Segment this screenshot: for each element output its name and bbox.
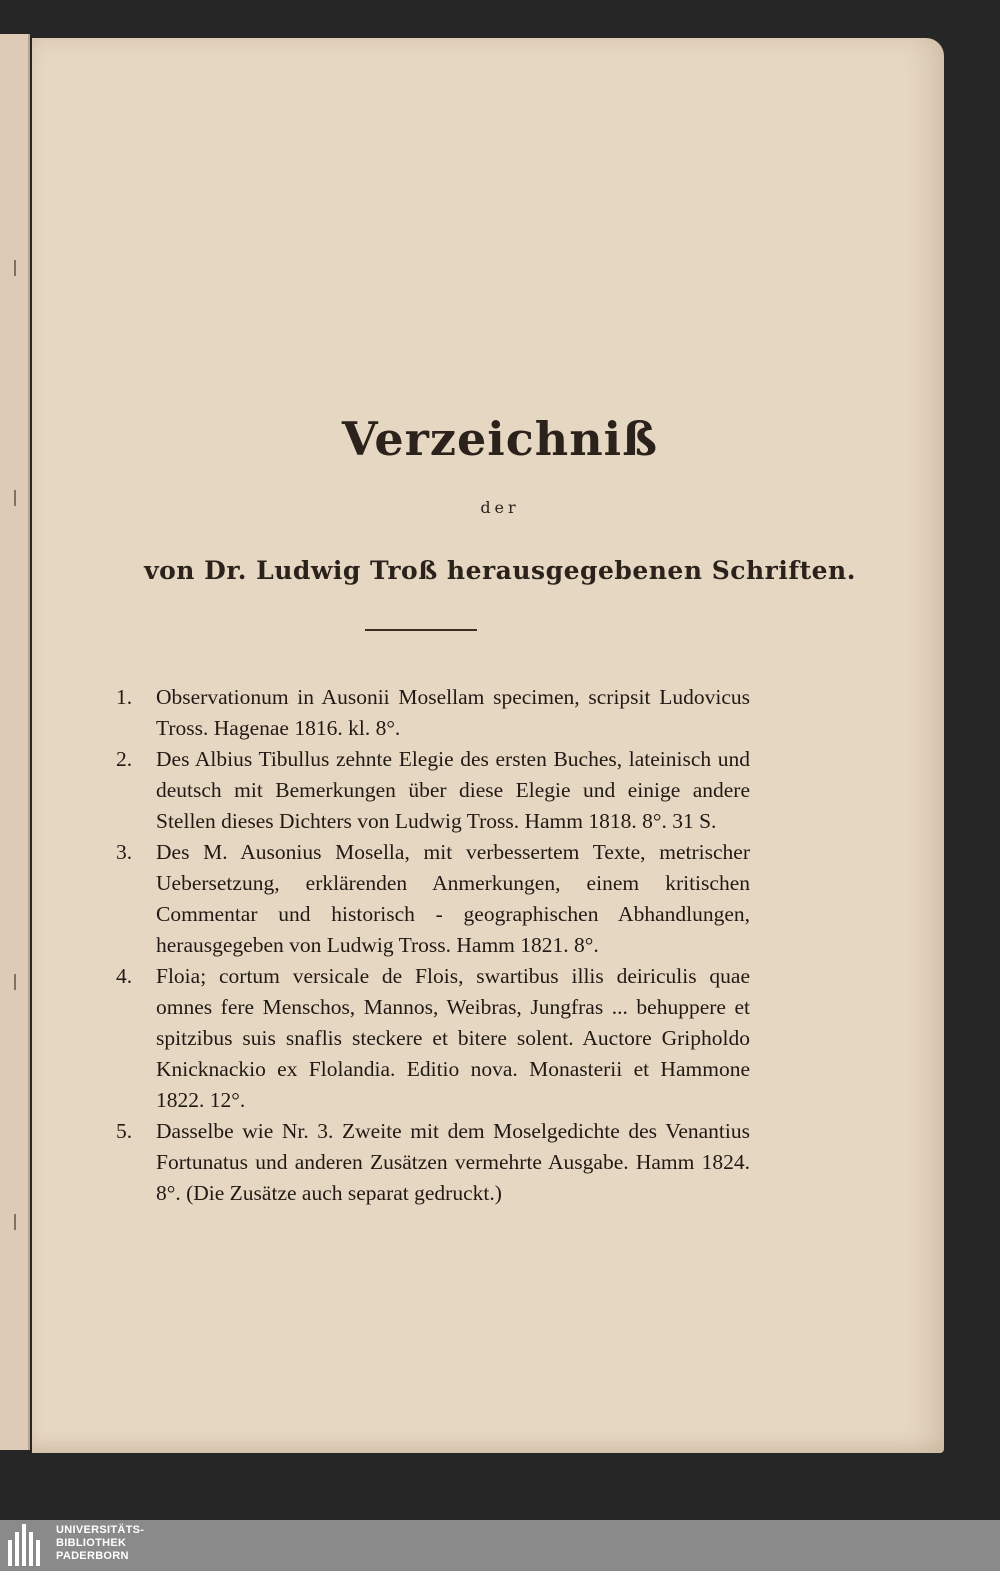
list-item bbox=[110, 744, 750, 837]
entry-text: Des Albius Tibullus zehnte Elegie des ersten Buches, lateinisch und deutsch mit Bemerkungen über diese Elegie und einige andere Stellen dieses Dichters von Ludwig Tross. Hamm 1818. 8°. 31 S. bbox=[156, 747, 750, 833]
publication-list bbox=[110, 682, 750, 1209]
binding-stitch bbox=[14, 974, 16, 990]
library-logo-icon bbox=[8, 1524, 48, 1566]
previous-page-edge bbox=[0, 34, 30, 1450]
list-item bbox=[110, 1116, 750, 1209]
entry-number: 5. bbox=[116, 1119, 133, 1143]
logo-line: PADERBORN bbox=[56, 1550, 129, 1562]
binding-stitch bbox=[14, 1214, 16, 1230]
entry-text: Des M. Ausonius Mosella, mit verbessertem Texte, metrischer Uebersetzung, erklärenden Anmerkungen, einem kritischen Commentar und historisch - geographischen Abhandlungen, herausgegeben von Ludwig Tross. Hamm 1821. 8°. bbox=[156, 840, 750, 957]
library-logo-text[interactable] bbox=[56, 1524, 206, 1563]
logo-line: UNIVERSITÄTS- bbox=[56, 1524, 145, 1536]
binding-stitch bbox=[14, 260, 16, 276]
list-item bbox=[110, 682, 750, 744]
document-subtitle: von Dr. Ludwig Troß herausgegebenen Schriften. bbox=[144, 556, 856, 585]
entry-number: 3. bbox=[116, 840, 133, 864]
list-item bbox=[110, 961, 750, 1116]
entry-text: Floia; cortum versicale de Flois, swartibus illis deiriculis quae omnes fere Menschos, Mannos, Weibras, Jungfras ... behuppere et spitzibus suis snaflis steckere et bitere solent. Auctore Gripholdo Knicknackio ex Flolandia. Editio nova. Monasterii et Hammone 1822. 12°. bbox=[156, 964, 750, 1112]
entry-number: 1. bbox=[116, 685, 133, 709]
title-connector: der bbox=[480, 498, 520, 517]
entry-number: 4. bbox=[116, 964, 133, 988]
entry-number: 2. bbox=[116, 747, 133, 771]
logo-line: BIBLIOTHEK bbox=[56, 1537, 127, 1549]
document-title: Verzeichniß bbox=[341, 412, 659, 466]
list-item bbox=[110, 837, 750, 961]
binding-stitch bbox=[14, 490, 16, 506]
entry-text: Dasselbe wie Nr. 3. Zweite mit dem Moselgedichte des Venantius Fortunatus und anderen Zusätzen vermehrte Ausgabe. Hamm 1824. 8°. (Die Zusätze auch separat gedruckt.) bbox=[156, 1119, 750, 1205]
title-rule-divider bbox=[365, 629, 477, 631]
entry-text: Observationum in Ausonii Mosellam specimen, scripsit Ludovicus Tross. Hagenae 1816. kl. 8°. bbox=[156, 685, 750, 740]
